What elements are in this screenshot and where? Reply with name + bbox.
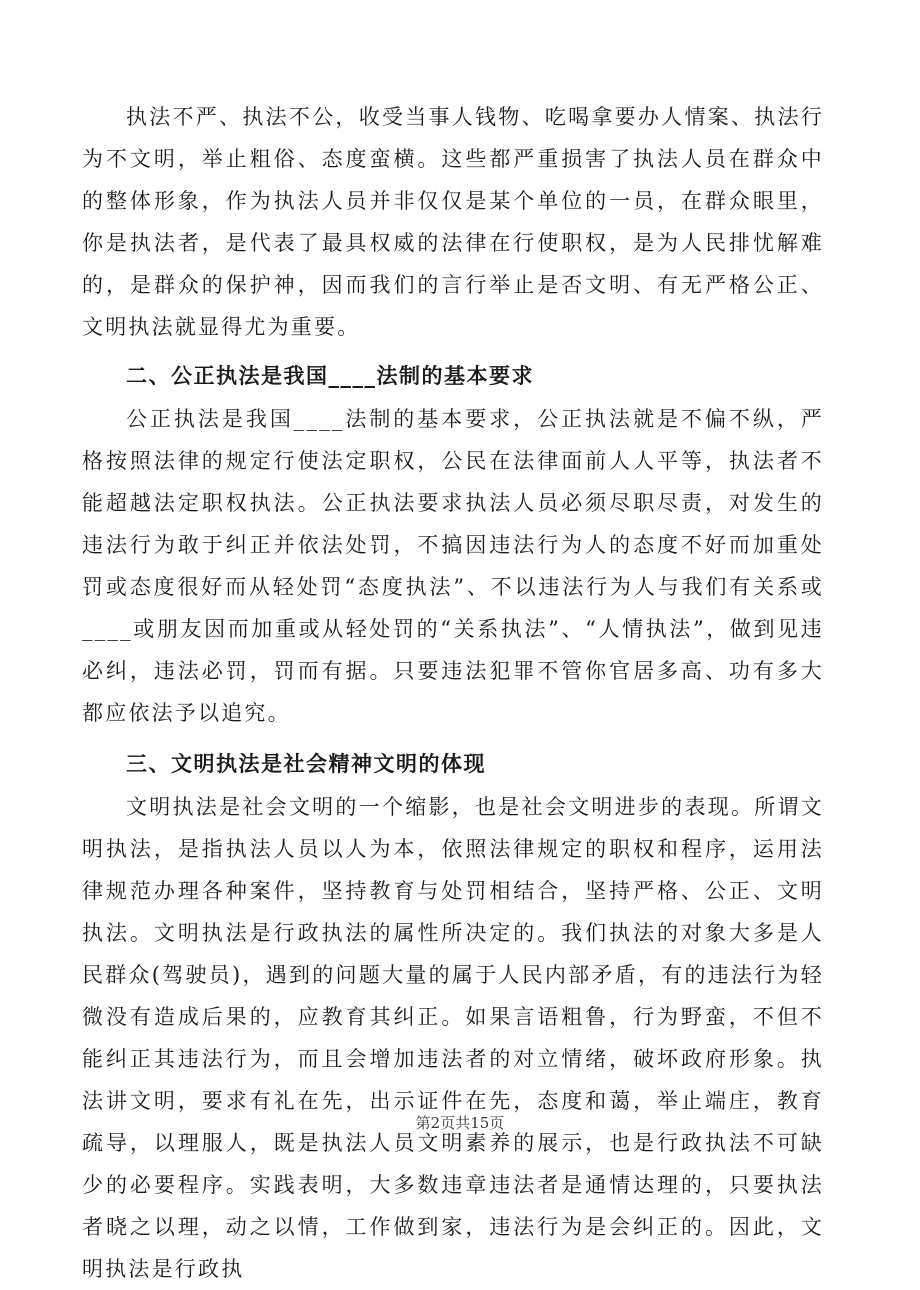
section-heading-3: 三、文明执法是社会精神文明的体现 bbox=[126, 751, 486, 776]
document-body bbox=[82, 96, 824, 1290]
page-number-footer: 第2页共15页 bbox=[415, 1114, 505, 1132]
paragraph-2: 公正执法是我国____法制的基本要求，公正执法就是不偏不纵，严格按照法律的规定行使法定职权，公民在法律面前人人平等，执法者不能超越法定职权执法。公正执法要求执法人员必须尽职尽责，对发生的违法行为敢于纠正并依法处罚，不搞因违法行为人的态度不好而加重处罚或态度很好而从轻处罚“态度执法”、不以违法行为人与我们有关系或____或朋友因而加重或从轻处罚的“关系执法”、“人情执法”，做到见违必纠，违法必罚，罚而有据。只要违法犯罪不管你官居多高、功有多大都应依法予以追究。 bbox=[82, 407, 824, 725]
paragraph-1: 执法不严、执法不公，收受当事人钱物、吃喝拿要办人情案、执法行为不文明，举止粗俗、态度蛮横。这些都严重损害了执法人员在群众中的整体形象，作为执法人员并非仅仅是某个单位的一员，在群众眼里，你是执法者，是代表了最具权威的法律在行使职权，是为人民排忧解难的，是群众的保护神，因而我们的言行举止是否文明、有无严格公正、文明执法就显得尤为重要。 bbox=[82, 105, 824, 339]
paragraph-3: 文明执法是社会文明的一个缩影，也是社会文明进步的表现。所谓文明执法，是指执法人员以人为本，依照法律规定的职权和程序，运用法律规范办理各种案件，坚持教育与处罚相结合，坚持严格、公正、文明执法。文明执法是行政执法的属性所决定的。我们执法的对象大多是人民群众(驾驶员)，遇到的问题大量的属于人民内部矛盾，有的违法行为轻微没有造成后果的，应教育其纠正。如果言语粗鲁，行为野蛮，不但不能纠正其违法行为，而且会增加违法者的对立情绪，破坏政府形象。执法讲文明，要求有礼在先，出示证件在先，态度和蔼，举止端庄，教育疏导，以理服人，既是执法人员文明素养的展示，也是行政执法不可缺少的必要程序。实践表明，大多数违章违法者是通情达理的，只要执法者晓之以理，动之以情，工作做到家，违法行为是会纠正的。因此，文明执法是行政执 bbox=[82, 795, 824, 1281]
section-heading-2: 二、公正执法是我国____法制的基本要求 bbox=[126, 363, 534, 388]
